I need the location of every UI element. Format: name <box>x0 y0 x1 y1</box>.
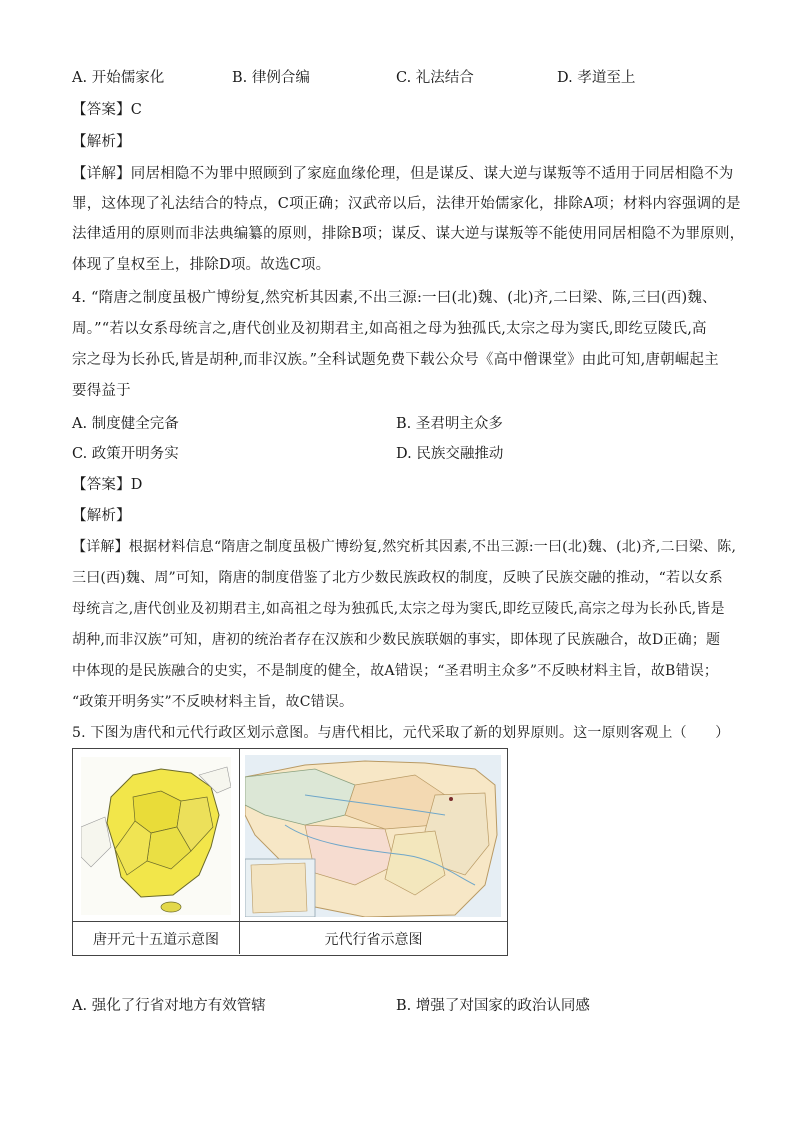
q4-option-c: C. 政策开明务实 <box>72 446 179 462</box>
q3-option-c: C. 礼法结合 <box>396 70 474 86</box>
q4-detail-line: 【详解】根据材料信息“隋唐之制度虽极广博纷复,然究析其因素,不出三源:一曰(北)魏、(北)齐,二曰梁、陈, <box>72 539 737 555</box>
q4-analysis-label: 【解析】 <box>72 508 131 524</box>
q4-detail-line: 胡种,而非汉族”可知，唐初的统治者存在汉族和少数民族联姻的事实，即体现了民族融合，故D正确；题 <box>72 632 721 648</box>
tang-map <box>81 757 231 915</box>
q3-detail-line: 【详解】同居相隐不为罪中照顾到了家庭血缘伦理，但是谋反、谋大逆与谋叛等不适用于同居相隐不为 <box>72 166 734 182</box>
q5-stem: 5. 下图为唐代和元代行政区划示意图。与唐代相比，元代采取了新的划界原则。这一原则客观上（ ） <box>72 725 730 741</box>
q4-stem-line: 要得益于 <box>72 383 131 399</box>
q3-answer: 【答案】C <box>72 102 143 118</box>
figure-divider <box>239 749 240 954</box>
q4-detail-line: 三曰(西)魏、周”可知，隋唐的制度借鉴了北方少数民族政权的制度，反映了民族交融的推动，“若以女系 <box>72 570 723 586</box>
q4-answer: 【答案】D <box>72 477 143 493</box>
q4-stem-line: 周。”“若以女系母统言之,唐代创业及初期君主,如高祖之母为独孤氏,太宗之母为窦氏,即纥豆陵氏,高 <box>72 321 707 337</box>
q5-option-b: B. 增强了对国家的政治认同感 <box>396 998 590 1014</box>
q3-analysis-label: 【解析】 <box>72 134 131 150</box>
q4-stem-line: 4. “隋唐之制度虽极广博纷复,然究析其因素,不出三源:一曰(北)魏、(北)齐,二曰梁、陈,三曰(西)魏、 <box>72 290 717 306</box>
q4-detail-line: “政策开明务实”不反映材料主旨，故C错误。 <box>72 694 354 710</box>
yuan-map <box>245 755 501 917</box>
q4-detail-line: 母统言之,唐代创业及初期君主,如高祖之母为独孤氏,太宗之母为窦氏,即纥豆陵氏,高宗之母为长孙氏,皆是 <box>72 601 725 617</box>
q3-detail-line: 体现了皇权至上，排除D项。故选C项。 <box>72 257 331 273</box>
q5-option-a: A. 强化了行省对地方有效管辖 <box>72 998 266 1014</box>
q3-detail-line: 法律适用的原则而非法典编纂的原则，排除B项；谋反、谋大逆与谋叛等不能使用同居相隐不为罪原则， <box>72 226 745 242</box>
q4-stem-line: 宗之母为长孙氏,皆是胡种,而非汉族。”全科试题免费下载公众号《高中僧课堂》由此可知,唐朝崛起主 <box>72 352 719 368</box>
figure-caption-divider <box>73 921 507 922</box>
q4-detail-line: 中体现的是民族融合的史实，不是制度的健全，故A错误；“圣君明主众多”不反映材料主旨，故B错误； <box>72 663 719 679</box>
q4-option-d: D. 民族交融推动 <box>396 446 504 462</box>
tang-map-caption: 唐开元十五道示意图 <box>93 932 219 948</box>
q4-option-a: A. 制度健全完备 <box>72 416 179 432</box>
maps-figure <box>72 748 508 956</box>
q3-detail-line: 罪，这体现了礼法结合的特点，C项正确；汉武帝以后，法律开始儒家化，排除A项；材料内容强调的是 <box>72 196 741 212</box>
q4-option-b: B. 圣君明主众多 <box>396 416 503 432</box>
q3-option-a: A. 开始儒家化 <box>72 70 165 86</box>
yuan-map-caption: 元代行省示意图 <box>324 932 423 948</box>
q3-option-b: B. 律例合编 <box>232 70 310 86</box>
q3-option-d: D. 孝道至上 <box>557 70 636 86</box>
